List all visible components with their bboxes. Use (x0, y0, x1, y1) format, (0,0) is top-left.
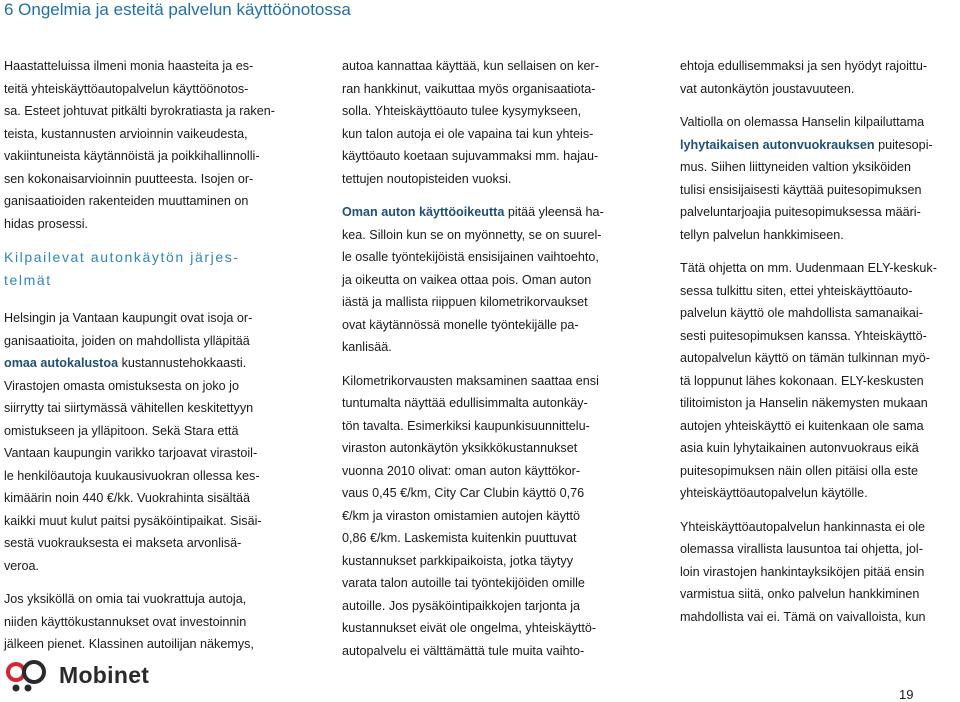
text-line: sen kokonaisarvioinnin puutteesta. Isojen or- (4, 171, 254, 186)
paragraph-continued (342, 55, 624, 190)
text-line: Tätä ohjetta on mm. Uudenmaan ELY-keskuk- (680, 261, 937, 275)
text-line: varmistua siitä, onko palvelun hankkiminen (680, 587, 920, 601)
text-line: siirrytty tai siirtymässä vähitellen keskitettyyn (4, 401, 254, 415)
text-line: tellyn palvelun hankkimiseen. (680, 227, 844, 242)
text-line: vat autonkäytön joustavuuteen. (680, 81, 855, 96)
text-line: le osalle työntekijöistä ensisijainen vaihtoehto, (342, 250, 599, 264)
text-line: kun talon autoja ei ole vapaina tai kun yhteis- (342, 126, 594, 141)
text-line: tä loppunut lähes kokonaan. ELY-keskusten (680, 373, 924, 388)
mobinet-logo-icon (4, 656, 54, 694)
text-line: autoa kannattaa käyttää, kun sellaisen on ker- (342, 59, 599, 73)
text-line: tettujen noutopisteiden vuoksi. (342, 171, 512, 186)
emphasis-text: omaa autokalustoa (4, 356, 119, 370)
text-line: autoille. Jos pysäköintipaikkojen tarjonta ja (342, 598, 581, 613)
paragraph-ely (680, 257, 960, 505)
text-column-2 (342, 55, 624, 662)
text-line: ja oikeutta on vaikea ottaa pois. Oman auton (342, 272, 592, 287)
text-line: ran hankkinut, vaikuttaa myös organisaatiota- (342, 81, 596, 96)
text-line: varata talon autoille tai työntekijöiden omille (342, 576, 585, 590)
text-line: Yhteiskäyttöautopalvelun hankinnasta ei ole (680, 519, 926, 534)
paragraph-helsinki-vantaa (4, 307, 286, 577)
text-line: tilitoimiston ja Hanselin näkemysten mukaan (680, 396, 928, 410)
text-line: kustannukset parkkipaikoista, jotka täytyy (342, 553, 573, 568)
text-line: 0,86 €/km. Laskemista kuitenkin puuttuvat (342, 531, 577, 545)
paragraph-procurement (680, 516, 960, 629)
text-line: solla. Yhteiskäyttöauto tulee kysymykseen, (342, 104, 582, 118)
paragraph-hansel (680, 111, 960, 246)
text-line: palvelun käyttö ole mahdollista samanaikai- (680, 306, 923, 320)
text-line: Virastojen omasta omistuksesta on joko jo (4, 378, 239, 393)
text-line: jälkeen pienet. Klassinen autoilijan näkemys, (4, 637, 254, 651)
text-line: kanlisää. (342, 340, 392, 354)
text-line: ovat käytännössä monelle työntekijälle pa- (342, 317, 579, 332)
text-line: teista, kustannusten arvioinnin vaikeudesta, (4, 126, 248, 141)
text-line: €/km ja viraston omistamien autojen käyttö (342, 508, 580, 523)
text-line: käyttöauto koetaan sujuvammaksi mm. hajau- (342, 149, 599, 163)
text-line: sa. Esteet johtuvat pitkälti byrokratiasta ja raken- (4, 104, 275, 118)
text-line: autopalvelu ei välttämättä tule muita vaihto- (342, 643, 585, 658)
text-column-1 (4, 55, 286, 656)
text-line: Haastatteluissa ilmeni monia haasteita ja es- (4, 59, 254, 73)
text-line: loin virastojen hankintayksiköjen pitää ensin (680, 564, 925, 579)
text-line: teitä yhteiskäyttöautopalvelun käyttöönotos- (4, 81, 249, 96)
text-line: puitesopimuksen näin ollen pitäisi olla este (680, 463, 919, 478)
text-fragment: kustannustehokkaasti. (118, 356, 247, 370)
text-line: tulisi ensisijaisesti käyttää puitesopimuksen (680, 182, 922, 197)
paragraph-continued (680, 55, 960, 100)
text-line: autopalvelun käyttö on tämän tulkinnan myö- (680, 351, 930, 365)
text-line: Valtiolla on olemassa Hanselin kilpailuttama (680, 115, 925, 129)
text-column-3 (680, 55, 960, 628)
text-line: palveluntarjoajia puitesopimuksessa määri- (680, 205, 921, 219)
text-line: ganisaatioita, joiden on mahdollista ylläpitää (4, 333, 250, 348)
text-line (680, 134, 960, 157)
text-line: autojen yhteiskäyttö ei kuitenkaan ole sama (680, 418, 924, 433)
text-line: sessa tulkittu siten, ettei yhteiskäyttöauto- (680, 283, 913, 298)
text-line: kustannukset eivät ole ongelma, yhteiskäyttö- (342, 621, 597, 635)
text-line: kimäärin noin 440 €/kk. Vuokrahinta sisältää (4, 491, 250, 505)
mobinet-logo (4, 656, 149, 694)
paragraph-mileage (342, 370, 624, 663)
text-line: niiden käyttökustannukset ovat investoinnin (4, 614, 247, 629)
subheading (4, 246, 286, 291)
text-line: omistukseen ja ylläpitoon. Sekä Stara että (4, 423, 239, 438)
text-line: iästä ja mallista riippuen kilometrikorvaukset (342, 295, 588, 309)
section-heading: 6 Ongelmia ja esteitä palvelun käyttöönotossa (4, 0, 351, 19)
paragraph-intro (4, 55, 286, 235)
emphasis-text: lyhytaikaisen autonvuokrauksen (680, 137, 875, 152)
text-line: hidas prosessi. (4, 216, 88, 231)
text-line: ganisaatioiden rakenteiden muuttaminen on (4, 194, 249, 208)
text-line: yhteiskäyttöautopalvelun käytölle. (680, 486, 868, 500)
paragraph-own-car-right (342, 201, 624, 359)
text-line: Helsingin ja Vantaan kaupungit ovat isoja or- (4, 311, 253, 325)
text-line: vaus 0,45 €/km, City Car Clubin käyttö 0,76 (342, 486, 585, 500)
subheading-line: Kilpailevat autonkäytön järjes- (4, 249, 240, 265)
text-line: tuntumalta näyttää edullisimmalta autonkäy- (342, 396, 588, 410)
text-line: ehtoja edullisemmaksi ja sen hyödyt rajoittu- (680, 59, 928, 73)
text-line: sestä vuokrauksesta ei makseta arvonlisä- (4, 536, 242, 550)
page-number: 19 (899, 687, 914, 702)
text-line (342, 201, 624, 224)
text-line: Jos yksiköllä on omia tai vuokrattuja autoja, (4, 592, 247, 606)
text-line: Vantaan kaupungin varikko tarjoavat virastoil- (4, 446, 258, 460)
text-line: mus. Siihen liittyneiden valtion yksiköiden (680, 160, 912, 174)
text-line: le henkilöautoja kuukausivuokran ollessa kes- (4, 468, 260, 483)
text-line: olemassa virallista lausuntoa tai ohjetta, jol- (680, 542, 923, 556)
text-line: kea. Silloin kun se on myönnetty, se on suurel- (342, 227, 602, 242)
text-line (4, 352, 286, 375)
text-line: viraston autonkäytön yksikkökustannukset (342, 441, 578, 455)
text-line: veroa. (4, 558, 40, 573)
text-line: kaikki muut kulut paitsi pysäköintipaikat. Sisäi- (4, 513, 262, 528)
text-line: asia kuin lyhytaikainen autonvuokraus eikä (680, 441, 919, 455)
text-fragment: puitesopi- (874, 137, 933, 152)
text-line: mahdollista vai ei. Tämä on vaivalloista, kun (680, 609, 926, 624)
text-line: Kilometrikorvausten maksaminen saattaa ensi (342, 373, 599, 388)
text-line: vakiintuneista käytännöistä ja poikkihallinnolli- (4, 149, 260, 163)
text-fragment: pitää yleensä ha- (504, 205, 604, 219)
logo-text: Mobinet (59, 661, 150, 688)
emphasis-text: Oman auton käyttöoikeutta (342, 205, 505, 219)
subheading-line: telmät (4, 271, 52, 288)
paragraph-own-cars (4, 588, 286, 656)
text-line: sesti puitesopimuksen kanssa. Yhteiskäyttö- (680, 328, 927, 343)
text-line: tön tavalta. Esimerkiksi kaupunkisuunnittelu- (342, 418, 590, 433)
text-line: vuonna 2010 olivat: oman auton käyttökor- (342, 463, 581, 478)
